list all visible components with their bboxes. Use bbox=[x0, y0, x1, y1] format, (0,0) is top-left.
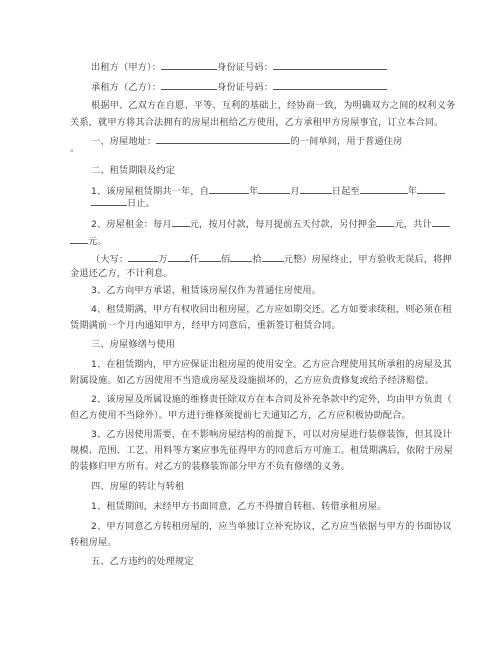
term-text: 1、该房屋租赁期共一年，自 bbox=[91, 186, 210, 197]
lessee-id-blank bbox=[273, 80, 387, 90]
deposit-return-line: 金退还乙方，不计利息。 bbox=[70, 268, 173, 279]
deposit-blank bbox=[376, 217, 394, 227]
lessor-label: 出租方（甲方）： bbox=[91, 62, 162, 73]
lessor-line bbox=[91, 60, 387, 74]
month-label: 月 bbox=[290, 186, 300, 197]
section-3-heading: 三、房屋修缮与使用 bbox=[91, 339, 176, 350]
capital-terms: 元整）房屋终止，甲方验收无误后，将押 bbox=[283, 254, 452, 265]
clause-3-2-line-2: 但乙方使用不当除外）。甲方进行维修须提前七天通知乙方，乙方应积极协助配合。 bbox=[70, 410, 411, 421]
clause-3-3-line-2: 规模、范围、工艺、用料等方案应事先征得甲方的同意后方可施工。租赁期满后，依附于房屋 bbox=[70, 445, 453, 456]
capital-line bbox=[91, 252, 452, 266]
clause-2-4-line-1: 4、租赁期满，甲方有权收回出租房屋，乙方应如期交还。乙方如要求续租，则必须在租 bbox=[91, 304, 452, 315]
end-year-label: 年 bbox=[407, 186, 418, 197]
clause-3-2-line-1: 2、该房屋及所属设施的维修责任除双方在本合同及补充条款中约定外，均由甲方负责（ bbox=[91, 394, 452, 405]
qian-blank bbox=[168, 252, 190, 262]
lessor-id-blank bbox=[273, 60, 387, 70]
lessor-name-blank bbox=[161, 60, 217, 70]
shi-blank bbox=[230, 252, 252, 262]
start-month-blank bbox=[258, 184, 290, 194]
preamble-line-1: 根据甲、乙双方在自愿、平等、互利的基础上，经协商一致，为明确双方之间的权利义务 bbox=[91, 100, 456, 111]
clause-4-2-line-1: 2、甲方同意乙方转租房屋的，应当单独订立补充协议，乙方应当依据与甲方的书面协议 bbox=[91, 521, 452, 532]
preamble-line-2: 关系，就甲方将其合法拥有的房屋出租给乙方使用，乙方承租甲方房屋事宜，订立本合同。 bbox=[70, 117, 444, 128]
qian-label: 仟 bbox=[189, 254, 200, 265]
lessee-name-blank bbox=[161, 80, 217, 90]
lessee-id-label: 身份证号码： bbox=[217, 82, 274, 93]
end-month-blank bbox=[417, 184, 445, 194]
section-5-heading: 五、乙方违约的处理规定 bbox=[91, 556, 194, 567]
section-4-heading: 四、房屋的转让与转租 bbox=[91, 481, 185, 492]
yuan-label: 元。 bbox=[88, 236, 107, 247]
section-2-heading: 二、租赁期限及约定 bbox=[91, 165, 176, 176]
bai-label: 佰 bbox=[221, 254, 231, 265]
clause-2-4-line-2: 赁期满前一个月内通知甲方，经甲方同意后，重新签订租赁合同。 bbox=[70, 320, 341, 331]
rent-terms: 元，按月付款，每月提前五天付款，另付押金 bbox=[189, 219, 377, 230]
shi-label: 拾 bbox=[252, 254, 262, 265]
address-period: 。 bbox=[70, 143, 80, 154]
address-label: 一、房屋地址： bbox=[91, 136, 157, 147]
end-day-label: 日止。 bbox=[127, 198, 156, 209]
end-day-blank bbox=[91, 196, 127, 206]
rent-line-2 bbox=[70, 234, 107, 248]
rent-label: 2、房屋租金：每月 bbox=[91, 219, 172, 230]
wan-blank bbox=[128, 252, 158, 262]
monthly-rent-blank bbox=[172, 217, 190, 227]
start-day-blank bbox=[300, 184, 332, 194]
lessee-line bbox=[91, 80, 387, 94]
start-year-blank bbox=[209, 184, 249, 194]
clause-4-1: 1、租赁期间，未经甲方书面同意，乙方不得擅自转租、转借承租房屋。 bbox=[91, 501, 387, 512]
lessor-id-label: 身份证号码： bbox=[217, 62, 274, 73]
term-line-2 bbox=[91, 196, 155, 210]
total-label: 元，共计 bbox=[394, 219, 432, 230]
address-usage: 的一间单间，用于普通住房 bbox=[290, 136, 403, 147]
address-line bbox=[91, 134, 402, 148]
clause-3-3-line-3: 的装修归甲方所有。对乙方的装修装饰部分甲方不负有修缮的义务。 bbox=[70, 461, 351, 472]
bai-blank bbox=[199, 252, 221, 262]
clause-3-1-line-1: 1、在租赁期内，甲方应保证出租房屋的使用安全。乙方应合理使用其所承租的房屋及其 bbox=[91, 359, 452, 370]
total-blank bbox=[432, 217, 450, 227]
yuan-blank bbox=[262, 252, 284, 262]
capital-label: （大写： bbox=[91, 254, 129, 265]
address-blank bbox=[156, 134, 290, 144]
clause-3-3-line-1: 3、乙方因使用需要，在不影响房屋结构的前提下，可以对房屋进行装修装饰，但其设计 bbox=[91, 429, 452, 440]
rent-line bbox=[91, 217, 450, 231]
clause-4-2-line-2: 转租房屋。 bbox=[70, 537, 117, 548]
end-year-blank bbox=[360, 184, 408, 194]
lessee-label: 承租方（乙方）： bbox=[91, 82, 162, 93]
total-blank-cont bbox=[70, 234, 88, 244]
day-label: 日起至 bbox=[331, 186, 360, 197]
wan-label: 万 bbox=[158, 254, 168, 265]
clause-3-1-line-2: 附属设施。如乙方因使用不当造成房屋及设施损坏的，乙方应负责修复或给予经济赔偿。 bbox=[70, 375, 435, 386]
year-label: 年 bbox=[249, 186, 259, 197]
clause-2-3: 3、乙方向甲方承诺，租赁该房屋仅作为普通住房使用。 bbox=[91, 285, 322, 296]
